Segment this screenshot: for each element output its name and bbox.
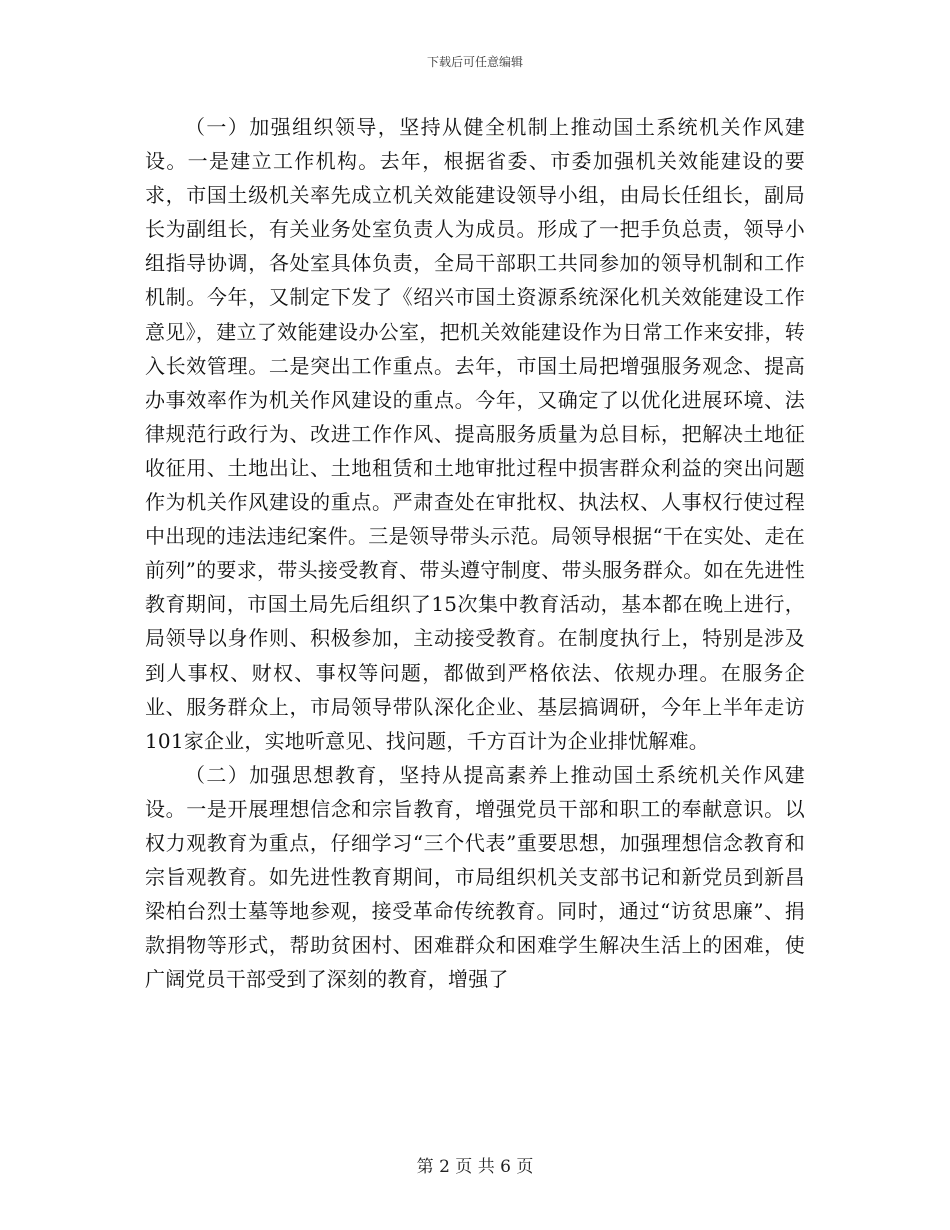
page-number-footer: 第 2 页 共 6 页 xyxy=(416,1157,534,1177)
paragraph-ideological-education: （二）加强思想教育，坚持从提高素养上推动国土系统机关作风建设。一是开展理想信念和宗旨教育，增强党员干部和职工的奉献意识。以权力观教育为重点，仔细学习“三个代表”重要思想，加强理想信念教育和宗旨观教育。如先进性教育期间，市局组织机关支部书记和新党员到新昌梁柏台烈士墓等地参观，接受革命传统教育。同时，通过“访贫思廉”、捐款捐物等形式，帮助贫困村、困难群众和困难学生解决生活上的困难，使广阔党员干部受到了深刻的教育，增强了 xyxy=(145,762,805,992)
paragraph-organization-leadership: （一）加强组织领导，坚持从健全机制上推动国土系统机关作风建设。一是建立工作机构。去年，根据省委、市委加强机关效能建设的要求，市国土级机关率先成立机关效能建设领导小组，由局长任组长，副局长为副组长，有关业务处室负责人为成员。形成了一把手负总责，领导小组指导协调，各处室具体负责，全局干部职工共同参加的领导机制和工作机制。今年，又制定下发了《绍兴市国土资源系统深化机关效能建设工作意见》，建立了效能建设办公室，把机关效能建设作为日常工作来安排，转入长效管理。二是突出工作重点。去年，市国土局把增强服务观念、提高办事效率作为机关作风建设的重点。今年，又确定了以优化进展环境、法律规范行政行为、改进工作作风、提高服务质量为总目标，把解决土地征收征用、土地出让、土地租赁和土地审批过程中损害群众利益的突出问题作为机关作风建设的重点。严肃查处在审批权、执法权、人事权行使过程中出现的违法违纪案件。三是领导带头示范。局领导根据“干在实处、走在前列”的要求，带头接受教育、带头遵守制度、带头服务群众。如在先进性教育期间，市国土局先后组织了15次集中教育活动，基本都在晚上进行，局领导以身作则、积极参加，主动接受教育。在制度执行上，特别是涉及到人事权、财权、事权等问题，都做到严格依法、依规办理。在服务企业、服务群众上，市局领导带队深化企业、基层搞调研，今年上半年走访101家企业，实地听意见、找问题，千方百计为企业排忧解难。 xyxy=(145,115,805,753)
page-header: 下载后可任意编辑 xyxy=(426,55,523,69)
document-body xyxy=(145,110,805,996)
